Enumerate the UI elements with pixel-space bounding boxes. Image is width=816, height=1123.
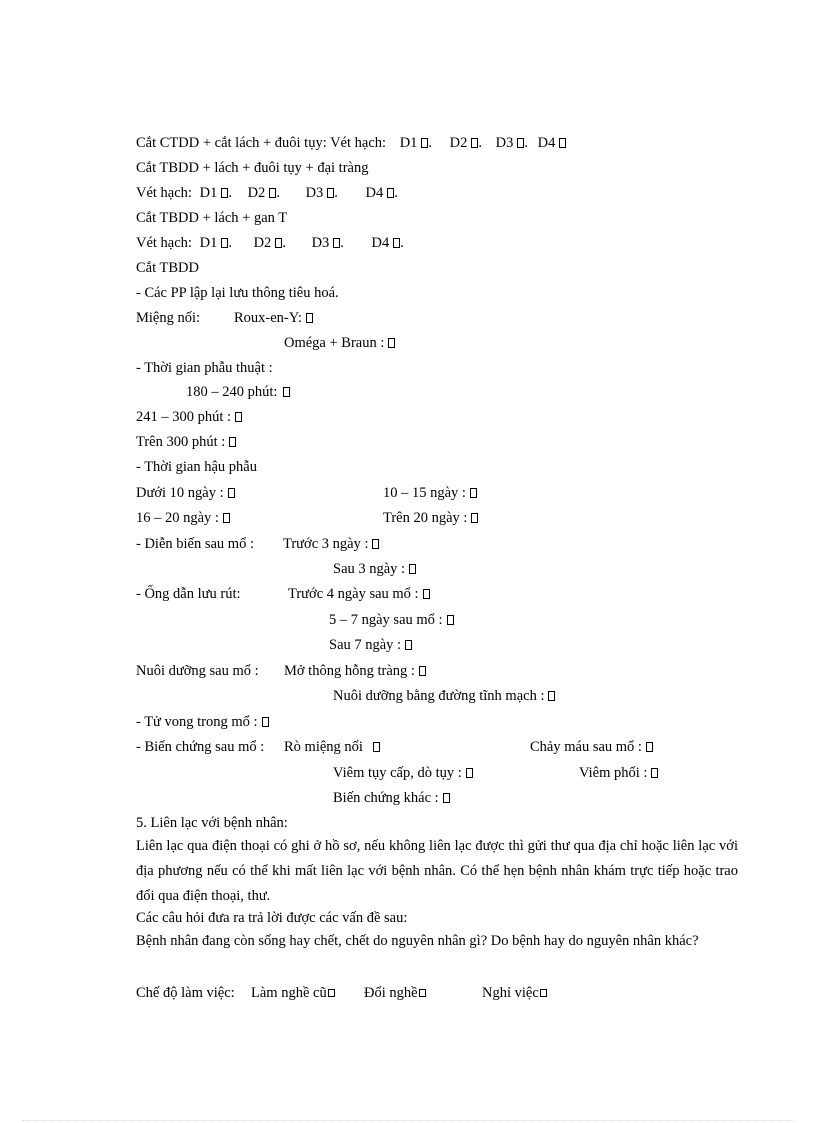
option-iv-nutrition: [333, 687, 555, 705]
option-over-20-days: [383, 509, 478, 527]
checkbox[interactable]: [373, 742, 380, 752]
option-label: 5 – 7 ngày sau mổ :: [329, 612, 443, 628]
line-text: - Ống dẫn lưu rút:: [136, 586, 241, 602]
option-anastomotic-leak: [284, 738, 380, 756]
checkbox[interactable]: [328, 989, 335, 997]
checkbox[interactable]: [646, 742, 653, 752]
checkbox[interactable]: [306, 313, 313, 323]
option-label: Rò miệng nối: [284, 739, 363, 755]
paragraph: Bệnh nhân đang còn sống hay chết, chết do nguyên nhân gì? Do bệnh hay do nguyên nhân khác?: [136, 933, 699, 949]
option-under-10-days: [136, 484, 235, 502]
checkbox[interactable]: [387, 188, 394, 198]
option-change-job: [364, 984, 426, 1002]
option-label: Dưới 10 ngày :: [136, 485, 224, 501]
line-d-dissection-1: Cắt CTDD + cắt lách + đuôi tụy: Vét hạch: D1 . D2 . D3 . D4: [136, 134, 566, 152]
option-d4: D4: [371, 235, 390, 251]
option-d1: D1: [399, 135, 418, 151]
line-text: Cắt TBDD: [136, 260, 199, 276]
checkbox[interactable]: [548, 691, 555, 701]
option-quit-job: [482, 984, 547, 1002]
checkbox[interactable]: [419, 989, 426, 997]
option-label: 180 – 240 phút:: [186, 384, 278, 400]
option-d2: D2: [253, 235, 272, 251]
option-other-complications: [333, 789, 450, 807]
label: Chế độ làm việc:: [136, 985, 235, 1001]
option-label: 10 – 15 ngày :: [383, 485, 466, 501]
option-label: - Tử vong trong mổ :: [136, 714, 258, 730]
option-label: Trước 4 ngày sau mổ :: [288, 586, 419, 602]
option-same-job: [251, 984, 335, 1002]
option-180-240: [186, 383, 290, 401]
checkbox[interactable]: [651, 768, 658, 778]
option-16-20-days: [136, 509, 230, 527]
option-d1: D1: [199, 235, 218, 251]
option-label: 16 – 20 ngày :: [136, 510, 219, 526]
checkbox[interactable]: [470, 488, 477, 498]
option-label: Trên 300 phút :: [136, 434, 226, 450]
line-text: Cắt TBDD + lách + đuôi tụy + đại tràng: [136, 160, 369, 176]
option-d3: D3: [305, 185, 324, 201]
option-label: Sau 3 ngày :: [333, 561, 406, 577]
option-label: Làm nghề cũ: [251, 985, 327, 1001]
checkbox[interactable]: [447, 615, 454, 625]
option-d2: D2: [449, 135, 468, 151]
line-work-status: [136, 984, 235, 1002]
option-label: Biến chứng khác :: [333, 790, 439, 806]
line-text: - Thời gian phẫu thuật :: [136, 360, 273, 376]
checkbox[interactable]: [229, 437, 236, 447]
checkbox[interactable]: [221, 238, 228, 248]
checkbox[interactable]: [269, 188, 276, 198]
checkbox[interactable]: [262, 717, 269, 727]
option-label: Oméga + Braun :: [284, 335, 385, 351]
checkbox[interactable]: [423, 589, 430, 599]
checkbox[interactable]: [471, 138, 478, 148]
option-d2: D2: [247, 185, 266, 201]
checkbox[interactable]: [517, 138, 524, 148]
line-text: Cắt CTDD + cắt lách + đuôi tụy: Vét hạch:: [136, 135, 387, 151]
checkbox[interactable]: [228, 488, 235, 498]
option-after-3-days: [333, 560, 416, 578]
label: Vét hạch:: [136, 235, 192, 251]
option-over-300: [136, 433, 236, 451]
option-d3: D3: [495, 135, 514, 151]
checkbox[interactable]: [223, 513, 230, 523]
checkbox[interactable]: [405, 640, 412, 650]
checkbox[interactable]: [327, 188, 334, 198]
page-divider: [22, 1120, 794, 1121]
paragraph: Liên lạc qua điện thoại có ghi ở hồ sơ, nếu không liên lạc được thì gửi thư qua địa chỉ hoặc liên lạc với địa phương nếu có thể khi mất liên lạc với bệnh nhân. Có thể hẹn bệnh nhân khám trực tiếp hoặc trao đổi qua điện thoại, thư.: [136, 838, 738, 904]
checkbox[interactable]: [275, 238, 282, 248]
label: Miệng nối:: [136, 310, 201, 326]
checkbox[interactable]: [409, 564, 416, 574]
checkbox[interactable]: [471, 513, 478, 523]
option-d3: D3: [311, 235, 330, 251]
option-d1: D1: [199, 185, 218, 201]
option-label: Roux-en-Y:: [234, 310, 302, 326]
checkbox[interactable]: [540, 989, 547, 997]
label: Vét hạch:: [136, 185, 192, 201]
section-heading: 5. Liên lạc với bệnh nhân:: [136, 815, 288, 831]
label: - Biến chứng sau mổ :: [136, 739, 265, 755]
option-roux-en-y: [234, 309, 313, 327]
line-text: Các câu hỏi đưa ra trả lời được các vấn đề sau:: [136, 910, 408, 926]
option-5-7-days: [329, 611, 454, 629]
checkbox[interactable]: [235, 412, 242, 422]
checkbox[interactable]: [419, 666, 426, 676]
option-before-4-days: [288, 585, 430, 603]
checkbox[interactable]: [333, 238, 340, 248]
line-text: Nuôi dưỡng sau mổ :: [136, 663, 259, 679]
option-label: Sau 7 ngày :: [329, 637, 402, 653]
checkbox[interactable]: [283, 387, 290, 397]
option-label: Viêm tụy cấp, dò tụy :: [333, 765, 462, 781]
option-label: Nuôi dưỡng bằng đường tĩnh mạch :: [333, 688, 545, 704]
option-before-3-days: [283, 535, 379, 553]
line-text: - Thời gian hậu phẫu: [136, 459, 257, 475]
option-label: Đổi nghề: [364, 985, 418, 1001]
line-text: - Diễn biến sau mổ :: [136, 536, 254, 552]
checkbox[interactable]: [393, 238, 400, 248]
option-intraop-death: [136, 713, 269, 731]
option-jejunostomy: [284, 662, 426, 680]
checkbox[interactable]: [559, 138, 566, 148]
option-d4: D4: [537, 135, 556, 151]
line-d-dissection-3: Vét hạch: D1 . D2 . D3 . D4 .: [136, 235, 404, 251]
checkbox[interactable]: [372, 539, 379, 549]
option-label: Mở thông hỗng tràng :: [284, 663, 415, 679]
checkbox[interactable]: [421, 138, 428, 148]
checkbox[interactable]: [443, 793, 450, 803]
checkbox[interactable]: [466, 768, 473, 778]
option-bleeding: [530, 738, 653, 756]
option-pancreatitis: [333, 764, 473, 782]
checkbox[interactable]: [221, 188, 228, 198]
line-anastomosis: [136, 309, 200, 327]
option-after-7-days: [329, 636, 412, 654]
option-10-15-days: [383, 484, 477, 502]
option-label: Trên 20 ngày :: [383, 510, 468, 526]
option-label: 241 – 300 phút :: [136, 409, 232, 425]
option-label: Nghỉ việc: [482, 985, 539, 1001]
line-text: - Các PP lập lại lưu thông tiêu hoá.: [136, 285, 339, 301]
line-complications: [136, 738, 264, 756]
line-d-dissection-2: Vét hạch: D1 . D2 . D3 . D4 .: [136, 185, 398, 201]
option-241-300: [136, 408, 242, 426]
option-omega-braun: [284, 334, 395, 352]
checkbox[interactable]: [388, 338, 395, 348]
option-label: Trước 3 ngày :: [283, 536, 369, 552]
line-text: Cắt TBDD + lách + gan T: [136, 210, 288, 226]
option-d4: D4: [365, 185, 384, 201]
option-label: Chảy máu sau mổ :: [530, 739, 642, 755]
option-pneumonia: [579, 764, 658, 782]
option-label: Viêm phổi :: [579, 765, 648, 781]
